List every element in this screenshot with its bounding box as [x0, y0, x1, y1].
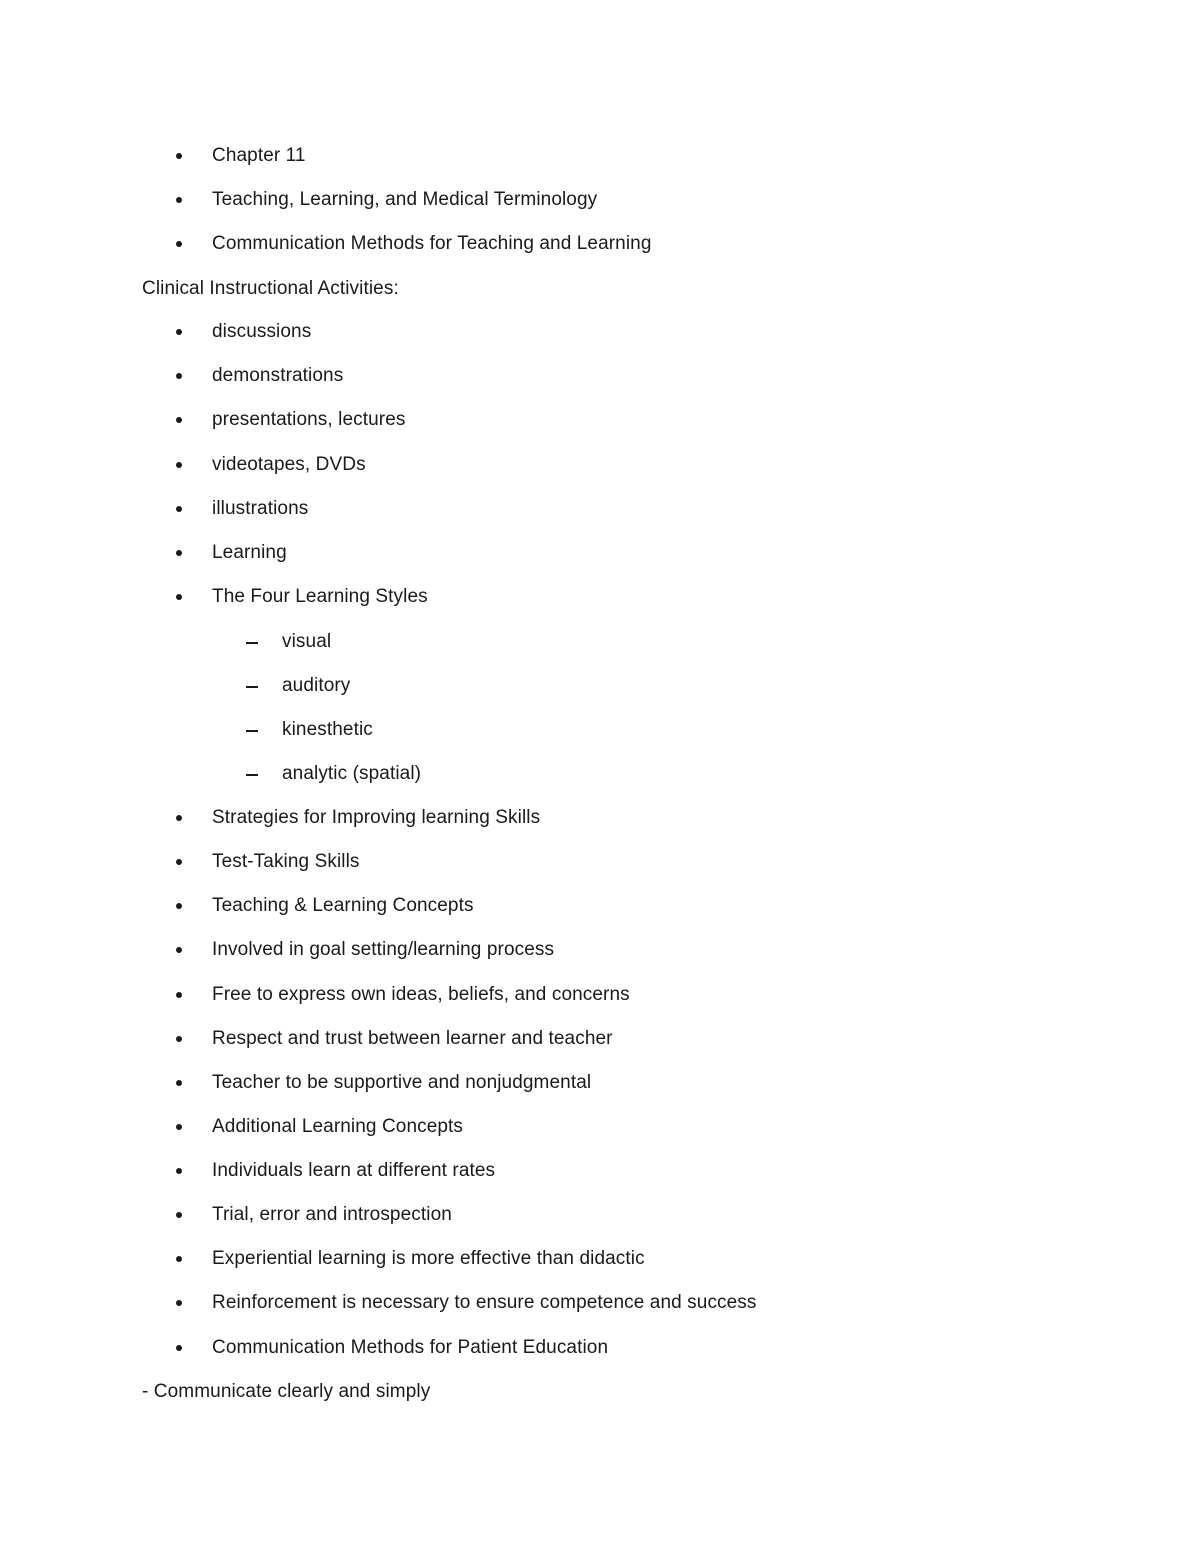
bullet-marker [176, 1212, 182, 1218]
list-item: discussions [212, 321, 312, 342]
list-item: Respect and trust between learner and teacher [212, 1028, 613, 1049]
list-item: Chapter 11 [212, 145, 306, 166]
list-item: Trial, error and introspection [212, 1204, 452, 1225]
list-item: Learning [212, 542, 287, 563]
sub-list-item: kinesthetic [282, 719, 373, 740]
bullet-marker [176, 550, 182, 556]
list-item: The Four Learning Styles [212, 586, 428, 607]
dash-marker [246, 686, 258, 688]
bullet-marker [176, 506, 182, 512]
dash-marker [246, 730, 258, 732]
sub-list-item: visual [282, 631, 332, 652]
bullet-marker [176, 197, 182, 203]
bullet-marker [176, 1124, 182, 1130]
list-item: Involved in goal setting/learning process [212, 939, 555, 960]
bullet-marker [176, 1300, 182, 1306]
bullet-marker [176, 903, 182, 909]
bullet-marker [176, 417, 182, 423]
list-item: Experiential learning is more effective than didactic [212, 1248, 645, 1269]
bullet-marker [176, 815, 182, 821]
list-item: Free to express own ideas, beliefs, and concerns [212, 984, 630, 1005]
bullet-marker [176, 1345, 182, 1351]
list-item: Reinforcement is necessary to ensure competence and success [212, 1292, 757, 1313]
list-item: Teaching, Learning, and Medical Terminology [212, 189, 598, 210]
paragraph-line: - Communicate clearly and simply [142, 1381, 431, 1402]
dash-marker [246, 642, 258, 644]
list-item: Communication Methods for Teaching and Learning [212, 233, 652, 254]
paragraph-line: Clinical Instructional Activities: [142, 278, 399, 299]
bullet-marker [176, 1256, 182, 1262]
list-item: Additional Learning Concepts [212, 1116, 464, 1137]
list-item: videotapes, DVDs [212, 454, 366, 475]
bullet-marker [176, 241, 182, 247]
bullet-marker [176, 859, 182, 865]
bullet-marker [176, 947, 182, 953]
bullet-marker [176, 1036, 182, 1042]
bullet-marker [176, 153, 182, 159]
bullet-marker [176, 992, 182, 998]
sub-list-item: auditory [282, 675, 351, 696]
list-item: illustrations [212, 498, 309, 519]
list-item: Test-Taking Skills [212, 851, 360, 872]
bullet-marker [176, 1168, 182, 1174]
list-item: Individuals learn at different rates [212, 1160, 496, 1181]
bullet-marker [176, 373, 182, 379]
dash-marker [246, 774, 258, 776]
list-item: demonstrations [212, 365, 344, 386]
bullet-marker [176, 594, 182, 600]
list-item: presentations, lectures [212, 409, 406, 430]
list-item: Strategies for Improving learning Skills [212, 807, 541, 828]
bullet-marker [176, 1080, 182, 1086]
list-item: Communication Methods for Patient Education [212, 1337, 609, 1358]
bullet-marker [176, 329, 182, 335]
bullet-marker [176, 462, 182, 468]
sub-list-item: analytic (spatial) [282, 763, 422, 784]
list-item: Teaching & Learning Concepts [212, 895, 474, 916]
list-item: Teacher to be supportive and nonjudgmental [212, 1072, 592, 1093]
